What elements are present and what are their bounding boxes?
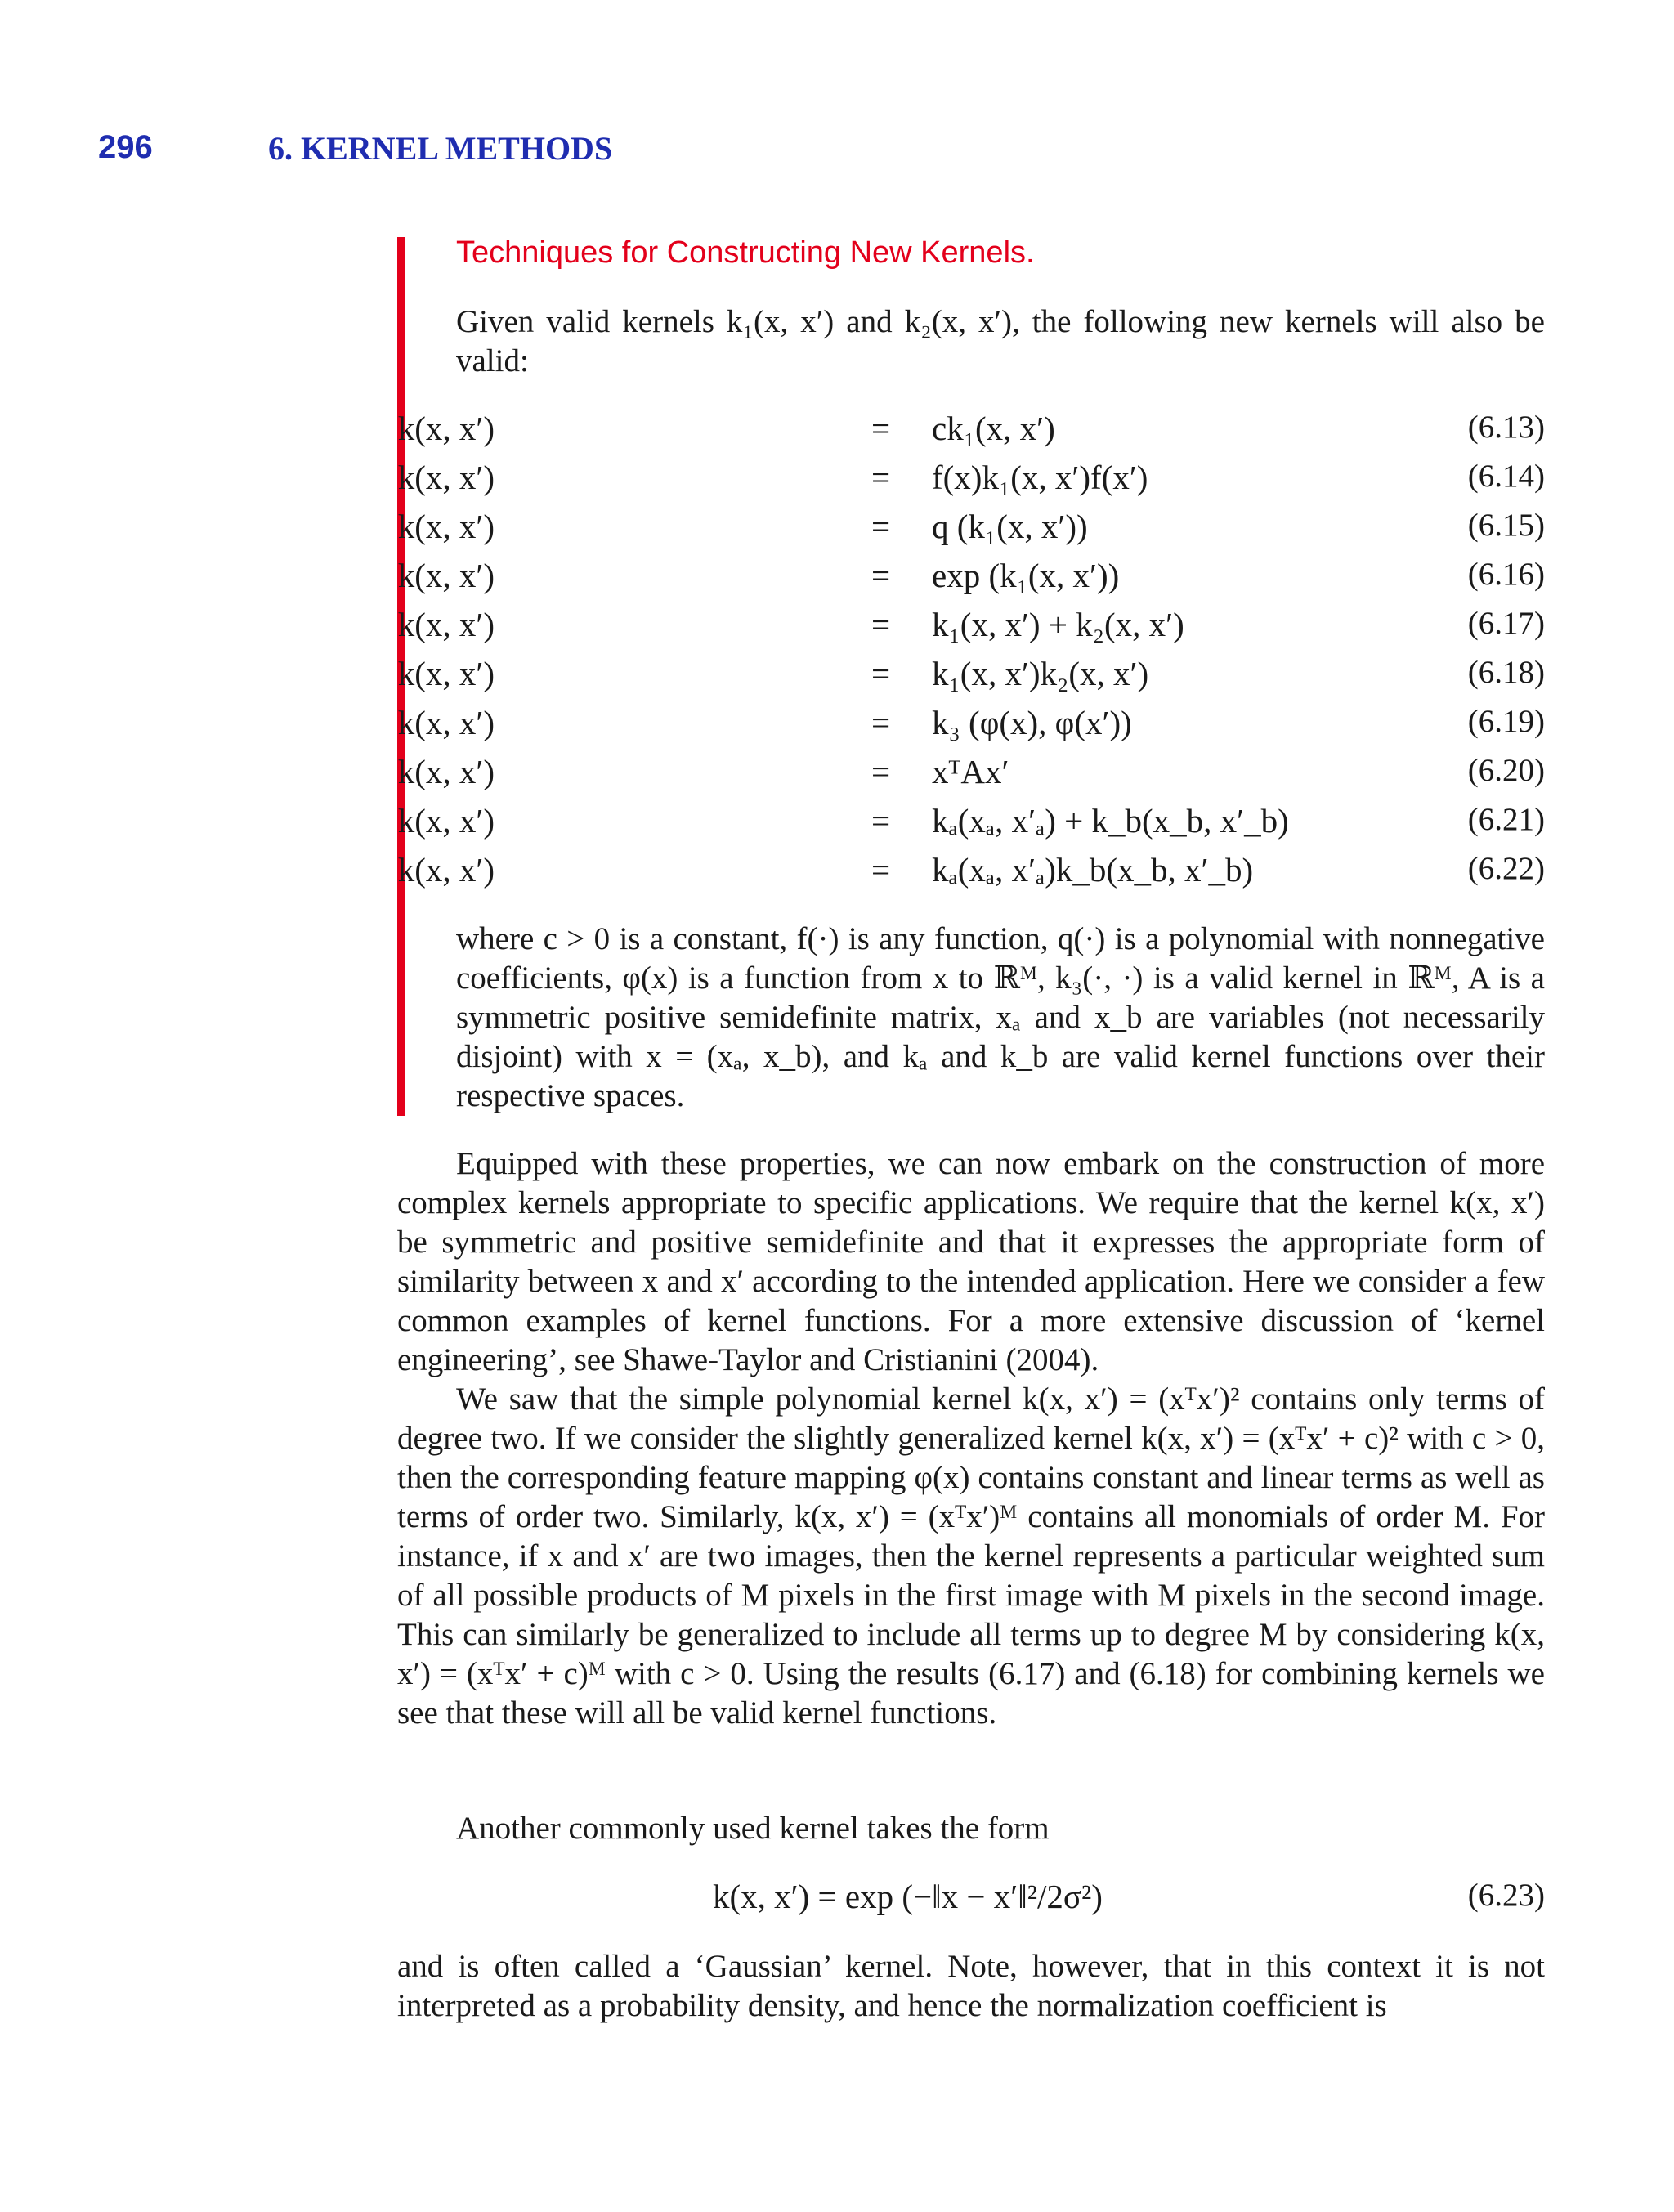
math-text: where c > 0 is a constant, f(·) is any function, q(·) is a polynomial with nonnegative coefficients, φ(x) is a function from x to ℝᴹ, k₃(·, ·) is a valid kernel in ℝᴹ, A is a symmetric positive semidefinite matrix, xₐ and x_b are variables (not necessarily disjoint) with x = (xₐ, x_b), and kₐ and k_b are valid kernel functions over their respective spaces. xyxy=(456,921,1545,1113)
math-text: f(x)k₁(x, x′)f(x′) xyxy=(932,459,1148,496)
math-text: k(x, x′) xyxy=(397,802,495,840)
equation-lhs xyxy=(398,850,495,889)
body-paragraph-2 xyxy=(397,1380,1545,1733)
equation-rhs xyxy=(932,850,1253,889)
equation-row xyxy=(397,752,1545,801)
equation-number: (6.22) xyxy=(1467,851,1545,886)
equation-lhs xyxy=(398,654,495,693)
math-text: Given valid kernels k₁(x, x′) and k₂(x, x′), the following new kernels will also be valid: xyxy=(456,304,1545,378)
equation-number: (6.17) xyxy=(1467,606,1545,641)
equation-lhs xyxy=(398,752,495,791)
equation-row xyxy=(397,556,1545,605)
math-text: ck₁(x, x′) xyxy=(932,410,1055,447)
page-header xyxy=(98,129,1569,175)
equation-row xyxy=(397,654,1545,703)
equation-row xyxy=(397,409,1545,458)
equation-row xyxy=(397,850,1545,899)
equation-number: (6.13) xyxy=(1467,410,1545,445)
equals-sign: = xyxy=(871,508,891,545)
equation-number: (6.23) xyxy=(1467,1878,1545,1913)
math-text: k(x, x′) xyxy=(397,557,495,594)
equation-lhs xyxy=(398,507,495,546)
equation-row xyxy=(397,801,1545,850)
math-text: k(x, x′) xyxy=(397,410,495,447)
equation-lhs xyxy=(398,703,495,742)
math-text: k(x, x′) xyxy=(397,508,495,545)
math-text: Equipped with these properties, we can now embark on the construction of more complex kernels appropriate to specific applications. We require that the kernel k(x, x′) be symmetric and positive semidefinite and that it expresses the appropriate form of similarity between x and x′ according to the intended application. Here we consider a few common examples of kernel functions. For a more extensive discussion of ‘kernel engineering’, see Shawe-Taylor and Cristianini (2004). xyxy=(397,1146,1545,1377)
body-paragraph-3 xyxy=(397,1809,1545,1848)
equals-sign: = xyxy=(871,851,891,889)
math-text: k(x, x′) = exp (−‖x − x′‖²/2σ²) xyxy=(713,1878,1103,1915)
equation-row xyxy=(397,458,1545,507)
equation-number: (6.15) xyxy=(1467,508,1545,543)
math-text: and is often called a ‘Gaussian’ kernel. Note, however, that in this context it is not interpreted as a probability density, and hence the normalization coefficient is xyxy=(397,1949,1545,2023)
math-text: Another commonly used kernel takes the form xyxy=(456,1811,1050,1846)
equation-rhs xyxy=(932,507,1088,546)
equals-sign: = xyxy=(871,753,891,790)
equation-rhs xyxy=(932,654,1148,693)
equation-number: (6.19) xyxy=(1467,704,1545,739)
gaussian-kernel-equation xyxy=(397,1877,1545,1926)
chapter-title: 6. KERNEL METHODS xyxy=(268,130,613,167)
equation-lhs xyxy=(398,409,495,448)
equation-list xyxy=(397,409,1545,899)
equals-sign: = xyxy=(871,802,891,840)
equation-rhs xyxy=(932,458,1148,497)
box-heading: Techniques for Constructing New Kernels. xyxy=(456,235,1035,270)
math-text: k(x, x′) xyxy=(397,851,495,889)
equation-row xyxy=(397,507,1545,556)
page-number: 296 xyxy=(98,129,153,165)
math-text: xᵀAx′ xyxy=(932,753,1009,790)
math-text: kₐ(xₐ, x′ₐ)k_b(x_b, x′_b) xyxy=(932,851,1254,889)
box-intro-text xyxy=(456,302,1545,381)
math-text: k₁(x, x′) + k₂(x, x′) xyxy=(932,606,1184,643)
equation-row xyxy=(397,605,1545,654)
equation-rhs xyxy=(932,703,1132,742)
equals-sign: = xyxy=(871,410,891,447)
equation-lhs xyxy=(398,556,495,595)
math-text: kₐ(xₐ, x′ₐ) + k_b(x_b, x′_b) xyxy=(932,802,1289,840)
box-where-text xyxy=(456,920,1545,1116)
equation-row xyxy=(397,703,1545,752)
equals-sign: = xyxy=(871,606,891,643)
math-text: k(x, x′) xyxy=(397,459,495,496)
equation-number: (6.16) xyxy=(1467,557,1545,592)
equation-lhs xyxy=(398,605,495,644)
body-paragraph-4 xyxy=(397,1947,1545,2026)
math-text: exp (k₁(x, x′)) xyxy=(932,557,1120,594)
math-text: q (k₁(x, x′)) xyxy=(932,508,1088,545)
equation-number: (6.14) xyxy=(1467,459,1545,494)
equation-rhs xyxy=(932,752,1009,791)
math-text: k(x, x′) xyxy=(397,606,495,643)
equals-sign: = xyxy=(871,557,891,594)
equation-rhs xyxy=(932,409,1055,448)
math-text: We saw that the simple polynomial kernel k(x, x′) = (xᵀx′)² contains only terms of degree two. If we consider the slightly generalized kernel k(x, x′) = (xᵀx′ + c)² with c > 0, then the corresponding feature mapping φ(x) contains constant and linear terms as well as terms of order two. Similarly, k(x, x′) = (xᵀx′)ᴹ contains all monomials of order M. For instance, if x and x′ are two images, then the kernel represents a particular weighted sum of all possible products of M pixels in the first image with M pixels in the second image. This can similarly be generalized to include all terms up to degree M by considering k(x, x′) = (xᵀx′ + c)ᴹ with c > 0. Using the results (6.17) and (6.18) for combining kernels we see that these will all be valid kernel functions. xyxy=(397,1381,1545,1731)
math-text: k₃ (φ(x), φ(x′)) xyxy=(932,704,1132,741)
equals-sign: = xyxy=(871,704,891,741)
equation-number: (6.21) xyxy=(1467,802,1545,837)
equation-rhs xyxy=(932,556,1119,595)
math-text: k₁(x, x′)k₂(x, x′) xyxy=(932,655,1149,692)
equation-lhs xyxy=(398,801,495,840)
equation-body xyxy=(713,1877,1103,1916)
equals-sign: = xyxy=(871,459,891,496)
math-text: k(x, x′) xyxy=(397,655,495,692)
equation-rhs xyxy=(932,605,1184,644)
math-text: k(x, x′) xyxy=(397,704,495,741)
equation-number: (6.18) xyxy=(1467,655,1545,690)
equation-rhs xyxy=(932,801,1289,840)
equals-sign: = xyxy=(871,655,891,692)
equation-number: (6.20) xyxy=(1467,753,1545,788)
body-paragraph-1 xyxy=(397,1144,1545,1380)
equation-lhs xyxy=(398,458,495,497)
math-text: k(x, x′) xyxy=(397,753,495,790)
